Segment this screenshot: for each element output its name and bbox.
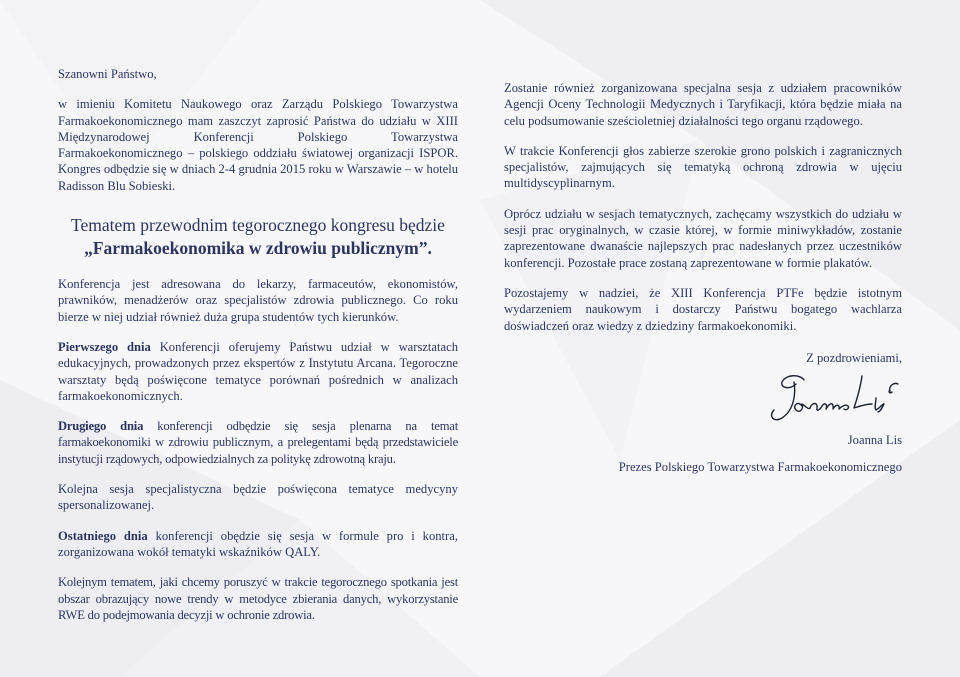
day3-text: konferencji obędzie się sesja w formule pro i kontra, zorganizowana wokół tematyki wskaźników QALY. <box>58 528 458 559</box>
theme-line-2: „Farmakoekonomika w zdrowiu publicznym”. <box>84 238 432 259</box>
session-paragraph: Kolejna sesja specjalistyczna będzie poświęcona tematyce medycyny spersonalizowanej. <box>58 482 458 513</box>
signer-role: Prezes Polskiego Towarzystwa Farmakoekonomicznego <box>618 460 902 475</box>
closing-greeting: Z pozdrowieniami, <box>806 350 902 365</box>
day1-label: Pierwszego dnia <box>58 339 151 354</box>
original-works-paragraph: Oprócz udziału w sesjach tematycznych, zachęcamy wszystkich do udziału w sesji prac oryginalnych, w czasie której, w formie miniwykładów, zostanie zaprezentowane dwanaście najlepszych prac nadesłanych przez uczestników konferencji. Pozostałe prace zostaną zaprezentowane w formie plakatów. <box>504 206 902 270</box>
theme-line-1: Tematem przewodnim tegorocznego kongresu będzie <box>71 215 445 236</box>
audience-paragraph: Konferencja jest adresowana do lekarzy, farmaceutów, ekonomistów, prawników, menadżerów oraz specjalistów zdrowia publicznego. Co roku bierze w niej udział również duża grupa studentów tych kierunków. <box>58 277 458 324</box>
hope-paragraph: Pozostajemy w nadziei, że XIII Konferencja PTFe będzie istotnym wydarzeniem naukowym i dostarczy Państwu bogatego wachlarza doświadczeń oraz wiedzy z dziedziny farmakoekonomiki. <box>504 285 902 333</box>
speakers-paragraph: W trakcie Konferencji głos zabierze szerokie grono polskich i zagranicznych specjalistów, zajmujących się tematyką ochroną zdrowia w ujęciu multidyscyplinarnym. <box>504 143 902 191</box>
signer-name: Joanna Lis <box>847 433 902 448</box>
day1-text: Konferencji oferujemy Państwu udział w warsztatach edukacyjnych, prowadzonych przez ekspertów z Instytutu Arcana. Tegoroczne warsztaty będą poświęcone tematyce porównań pośrednich w analizach farmakoekonomicznych. <box>58 339 458 403</box>
greeting: Szanowni Państwo, <box>58 67 157 81</box>
day2-label: Drugiego dnia <box>58 419 144 434</box>
aotmit-paragraph: Zostanie również zorganizowana specjalna sesja z udziałem pracowników Agencji Oceny Technologii Medycznych i Taryfikacji, która będzie miała na celu podsumowanie sześcioletniej działalności tego organu rządowego. <box>504 81 902 128</box>
day1-paragraph <box>58 339 458 404</box>
day3-paragraph <box>58 528 458 561</box>
day2-paragraph <box>58 418 458 467</box>
theme-heading <box>58 214 458 260</box>
handwritten-signature <box>504 368 902 428</box>
rwe-paragraph: Kolejnym tematem, jaki chcemy poruszyć w trakcie tegorocznego spotkania jest obszar obrazujący nowe trendy w metodyce zbierania danych, wykorzystanie RWE do podejmowania decyzji w ochronie zdrowia. <box>58 575 458 622</box>
left-column <box>58 66 458 623</box>
intro-paragraph: w imieniu Komitetu Naukowego oraz Zarządu Polskiego Towarzystwa Farmakoekonomicznego mam zaszczyt zaprosić Państwa do udziału w XIII Międzynarodowej Konferencji Polskiego Towarzystwa Farmakoekonomicznego – polskiego oddziału światowej organizacji ISPOR. Kongres odbędzie się w dniach 2-4 grudnia 2015 roku w Warszawie – w hotelu Radisson Blu Sobieski. <box>58 97 458 193</box>
day3-label: Ostatniego dnia <box>58 528 148 543</box>
day2-text: konferencji odbędzie się sesja plenarna na temat farmakoekonomiki w zdrowiu publicznym, a prelegentami będą przedstawiciele instytucji rządowych, odpowiedzialnych za politykę zdrowotną kraju. <box>58 419 458 466</box>
right-column <box>504 80 902 476</box>
